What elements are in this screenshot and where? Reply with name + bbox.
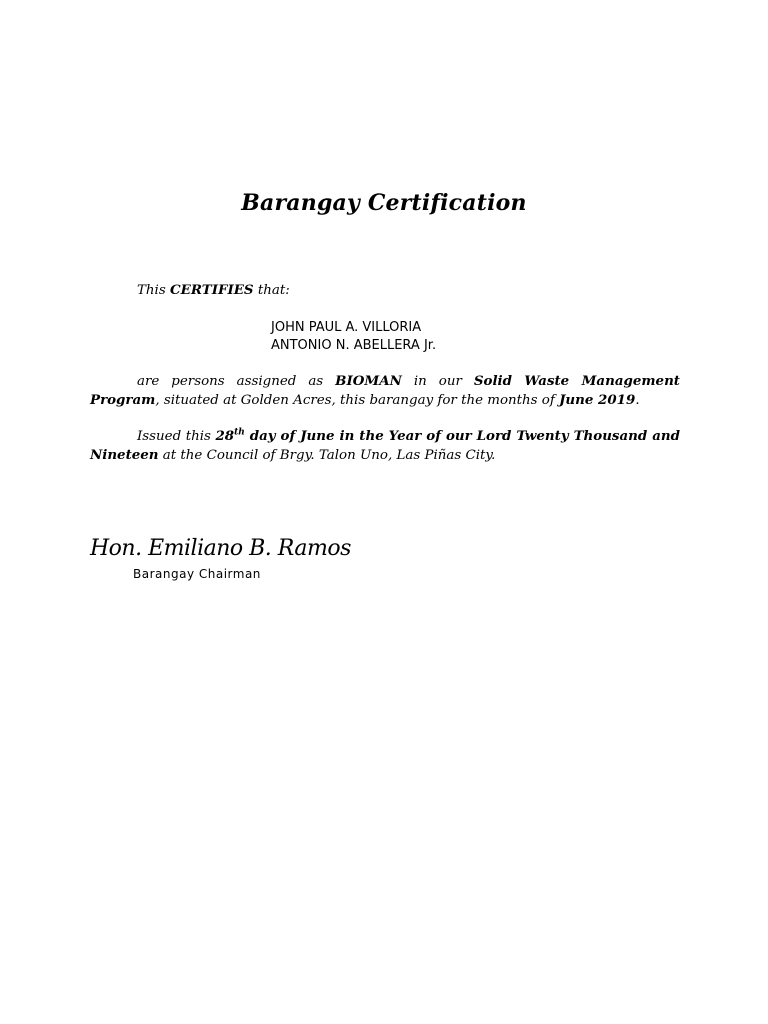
- assignment-paragraph: [90, 372, 680, 410]
- p2-text-2: at the Council of Brgy. Talon Uno, Las Piñas City.: [158, 448, 496, 463]
- name-item: JOHN PAUL A. VILLORIA: [271, 320, 422, 335]
- p1-bold-1: BIOMAN: [335, 373, 402, 389]
- p2-superscript: th: [234, 427, 245, 438]
- names-list: [271, 319, 436, 355]
- certifies-bold: CERTIFIES: [169, 282, 254, 298]
- certifies-line: [137, 281, 537, 300]
- signatory-position: Barangay Chairman: [133, 567, 261, 581]
- certifies-pre: This: [137, 283, 170, 298]
- document-title: Barangay Certification: [241, 190, 527, 216]
- issuance-paragraph: [90, 427, 680, 465]
- p1-bold-2: Solid Waste Management Program: [90, 373, 680, 408]
- p1-text-2: in our: [401, 374, 474, 389]
- p2-text-1: Issued this: [137, 429, 216, 444]
- p1-text-1: are persons assigned as: [137, 374, 336, 389]
- p2-bold-2: day of June in the Year of our Lord Twenty Thousand and Nineteen: [90, 428, 680, 463]
- signatory-name: Hon. Emiliano B. Ramos: [90, 536, 351, 561]
- p1-text-3: , situated at Golden Acres, this barangay for the months of: [155, 393, 560, 408]
- p1-text-4: .: [635, 393, 640, 408]
- name-item: ANTONIO N. ABELLERA Jr.: [271, 338, 437, 353]
- certifies-post: that:: [253, 283, 290, 298]
- p1-bold-3: June 2019: [559, 392, 636, 408]
- p2-bold-1: 28: [215, 428, 235, 444]
